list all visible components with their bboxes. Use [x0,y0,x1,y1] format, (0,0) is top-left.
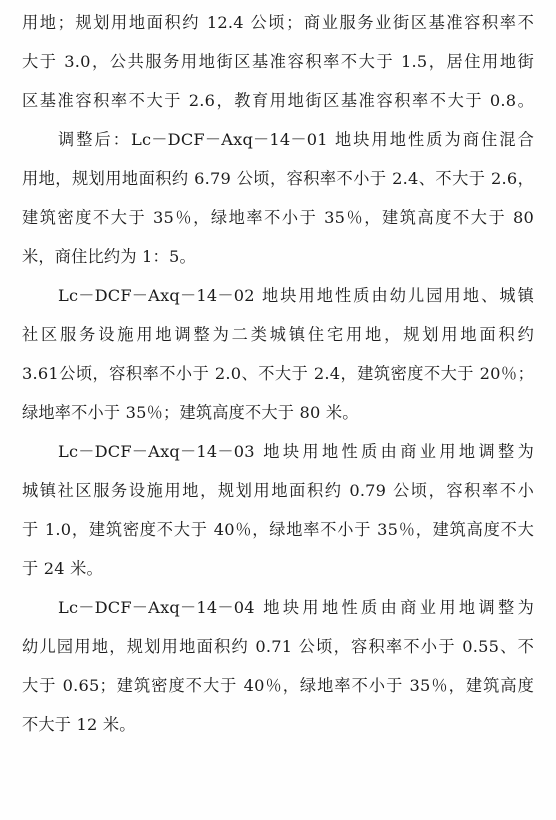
text-line: 用地；规划用地面积约 12.4 公顷；商业服务业街区基准容积率不 [22,13,534,32]
text-line: 3.61公顷，容积率不小于 2.0、不大于 2.4，建筑密度不大于 20％； [22,364,534,383]
text-line: 绿地率不小于 35％；建筑高度不大于 80 米。 [22,403,359,422]
text-line: 于 1.0，建筑密度不大于 40％，绿地率不小于 35％，建筑高度不大 [22,520,534,539]
text-line: 城镇社区服务设施用地，规划用地面积约 0.79 公顷，容积率不小 [22,481,534,500]
text-line: Lc－DCF－Axq－14－04 地块用地性质由商业用地调整为 [58,598,534,617]
text-line: 幼儿园用地，规划用地面积约 0.71 公顷，容积率不小于 0.55、不 [22,637,534,656]
text-line: 于 24 米。 [22,559,103,578]
text-line: Lc－DCF－Axq－14－03 地块用地性质由商业用地调整为 [58,442,534,461]
text-line: 区基准容积率不大于 2.6，教育用地街区基准容积率不大于 0.8。 [22,91,534,110]
text-line: Lc－DCF－Axq－14－02 地块用地性质由幼儿园用地、城镇 [58,286,534,305]
text-line: 不大于 12 米。 [22,715,136,734]
text-line: 米，商住比约为 1：5。 [22,247,196,266]
text-line: 用地，规划用地面积约 6.79 公顷，容积率不小于 2.4、不大于 2.6， [22,169,534,188]
text-line: 大于 3.0，公共服务用地街区基准容积率不大于 1.5，居住用地街 [22,52,534,71]
text-line: 大于 0.65；建筑密度不大于 40％，绿地率不小于 35％，建筑高度 [22,676,534,695]
text-line: 社区服务设施用地调整为二类城镇住宅用地，规划用地面积约 [22,325,534,344]
text-line: 建筑密度不大于 35％，绿地率不小于 35％，建筑高度不大于 80 [22,208,534,227]
text-line: 调整后：Lc－DCF－Axq－14－01 地块用地性质为商住混合 [58,130,534,149]
